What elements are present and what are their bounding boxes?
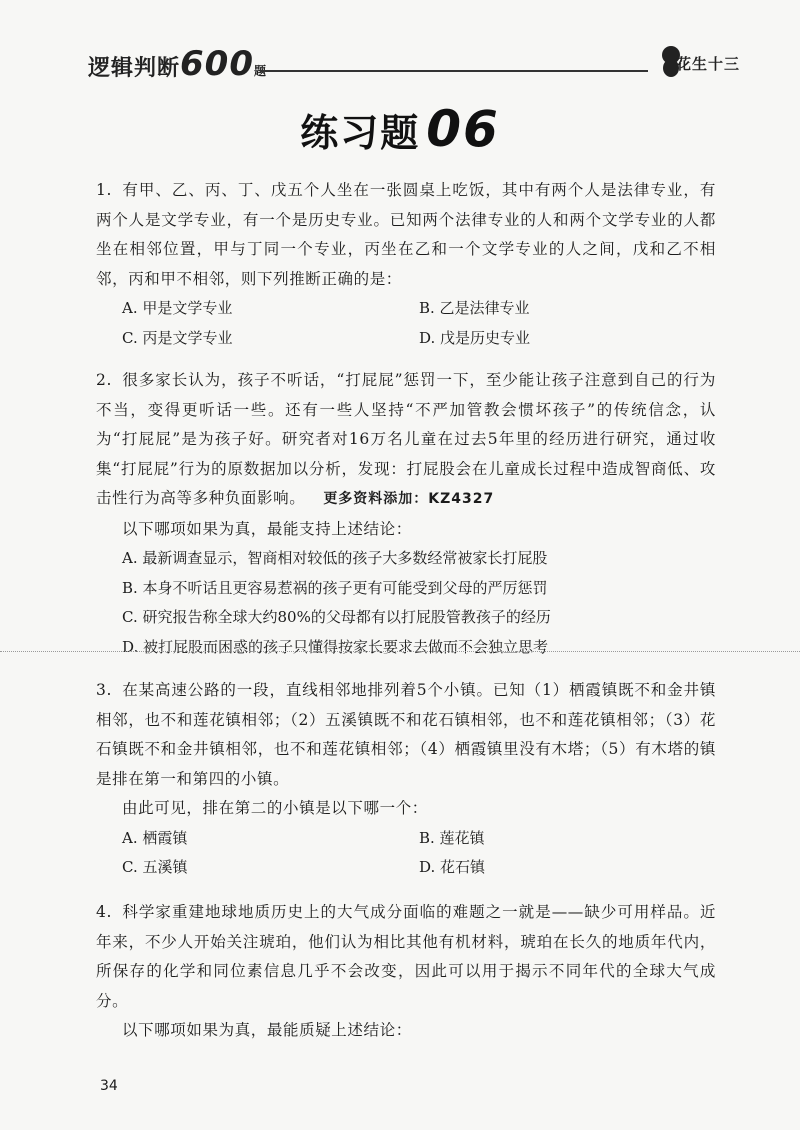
question-body: 在某高速公路的一段，直线相邻地排列着5个小镇。已知（1）栖霞镇既不和金井镇相邻，也不和莲花镇相邻；（2）五溪镇既不和花石镇相邻，也不和莲花镇相邻；（3）花石镇既不和金井镇相邻，也不和莲花镇相邻；（4）栖霞镇里没有木塔；（5）有木塔的镇是排在第一和第四的小镇。 [96,681,716,788]
options [96,824,716,883]
options [96,294,716,353]
page-title-number: 06 [426,100,500,158]
question-4 [96,898,716,1046]
option-d: D. 被打屁股而困惑的孩子只懂得按家长要求去做而不会独立思考 [122,637,549,656]
option-b: B. 乙是法律专业 [419,299,530,317]
question-number: 1. [96,181,112,199]
question-number: 3. [96,681,112,699]
option-a: A. 栖霞镇 [122,828,188,847]
page-title [0,100,800,158]
question-prompt: 由此可见，排在第二的小镇是以下哪一个： [122,799,428,817]
option-d: D. 戊是历史专业 [419,328,531,347]
option-c: C. 五溪镇 [122,858,188,876]
option-c: C. 研究报告称全球大约80%的父母都有以打屁股管教孩子的经历 [122,608,551,626]
option-b: B. 本身不听话且更容易惹祸的孩子更有可能受到父母的严厉惩罚 [122,578,548,597]
question-body: 科学家重建地球地质历史上的大气成分面临的难题之一就是——缺少可用样品。近年来，不少人开始关注琥珀，他们认为相比其他有机材料，琥珀在长久的地质年代内，所保存的化学和同位素信息几乎不会改变，因此可以用于揭示不同年代的全球大气成分。 [96,903,716,1010]
option-b: B. 莲花镇 [419,828,485,847]
question-text [96,898,716,1016]
page-header [80,40,740,88]
page-number: 34 [100,1078,118,1094]
page-title-text: 练习题 [300,111,421,155]
options [96,544,716,662]
question-3 [96,676,716,883]
question-text [96,366,716,515]
question-number: 2. [96,371,112,389]
option-a: A. 最新调查显示，智商相对较低的孩子大多数经常被家长打屁股 [122,549,548,567]
scan-divider [0,651,800,652]
question-body: 有甲、乙、丙、丁、戊五个人坐在一张圆桌上吃饭，其中有两个人是法律专业，有两个人是文学专业，有一个是历史专业。已知两个法律专业的人和两个文学专业的人都坐在相邻位置，甲与丁同一个专业，丙坐在乙和一个文学专业的人之间，戊和乙不相邻，丙和甲不相邻，则下列推断正确的是： [96,181,716,288]
question-number: 4. [96,903,112,921]
author-badge [654,44,740,78]
question-1 [96,176,716,353]
option-d: D. 花石镇 [419,858,486,876]
author-name: 花生十三 [676,55,741,73]
book-title-prefix: 逻辑判断 [88,56,181,81]
book-title [88,44,267,84]
header-rule [260,70,648,72]
question-prompt: 以下哪项如果为真，最能质疑上述结论： [122,1021,412,1039]
book-title-number: 600 [180,44,254,84]
question-body: 很多家长认为，孩子不听话，“打屁屁”惩罚一下，至少能让孩子注意到自己的行为不当，变得更听话一些。还有一些人坚持“不严加管教会惯坏孩子”的传统信念，认为“打屁屁”是为孩子好。研究者对16万名儿童在过去5年里的经历进行研究，通过收集“打屁屁”行为的原数据加以分析，发现：打屁股会在儿童成长过程中造成智商低、攻击性行为高等多种负面影响。 [96,371,716,507]
book-title-suffix: 题 [254,64,268,78]
option-c: C. 丙是文学专业 [122,328,233,347]
option-a: A. 甲是文学专业 [122,299,233,317]
question-prompt: 以下哪项如果为真，最能支持上述结论： [122,519,412,538]
question-text [96,176,716,294]
question-text [96,676,716,794]
question-2 [96,366,716,662]
promo-text: 更多资料添加：KZ4327 [323,491,495,507]
